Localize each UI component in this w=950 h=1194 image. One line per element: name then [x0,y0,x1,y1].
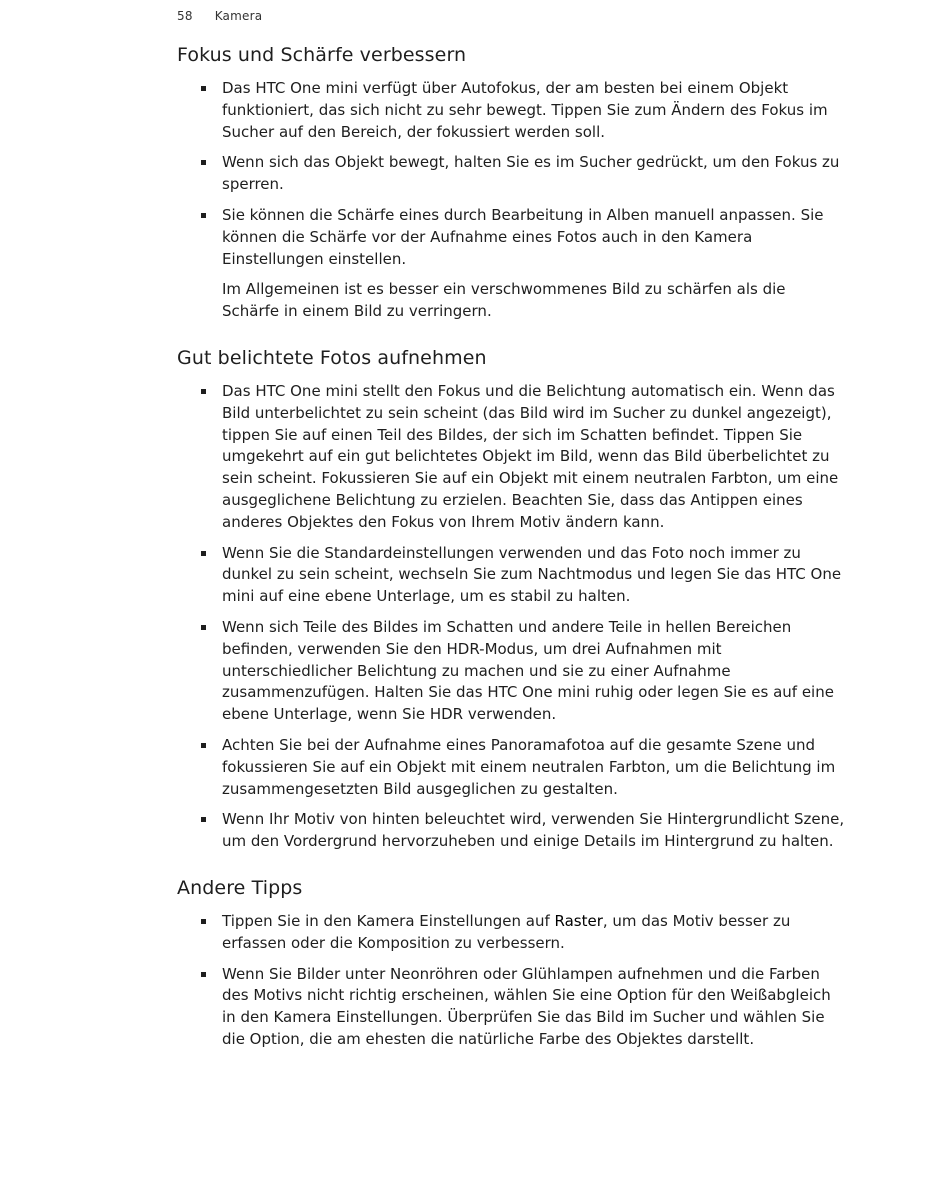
bullet-list [177,911,847,1051]
bullet-list [177,78,847,323]
list-item-text: Achten Sie bei der Aufnahme eines Panoramafotoa auf die gesamte Szene und fokussieren Sie auf ein Objekt mit einem neutralen Farbton, um die Belichtung im zusammengesetzten Bild ausgeglichen zu gestalten. [222,735,836,798]
list-item [177,964,847,1051]
list-item [177,381,847,534]
page-number: 58 [177,9,193,23]
bullet-icon [201,743,206,748]
bullet-icon [201,213,206,218]
list-item [177,78,847,143]
list-item-text-before: Tippen Sie in den Kamera Einstellungen auf [222,911,555,930]
list-item [177,735,847,800]
setting-term-raster: Raster [554,911,603,930]
bullet-icon [201,972,206,977]
list-item-text: Das HTC One mini stellt den Fokus und die Belichtung automatisch ein. Wenn das Bild unterbelichtet zu sein scheint (das Bild wird im Sucher zu dunkel angezeigt), tippen Sie auf einen Teil des Bildes, der sich im Schatten befindet. Tippen Sie umgekehrt auf ein gut belichtetes Objekt im Bild, wenn das Bild überbelichtet zu sein scheint. Fokussieren Sie auf ein Objekt mit einem neutralen Farbton, um eine ausgeglichene Belichtung zu erzielen. Beachten Sie, dass das Antippen eines anderes Objektes den Fokus von Ihrem Motiv ändern kann. [222,381,839,531]
list-item [177,152,847,196]
list-item-text: Wenn Sie Bilder unter Neonröhren oder Glühlampen aufnehmen und die Farben des Motivs nicht richtig erscheinen, wählen Sie eine Option für den Weißabgleich in den Kamera Einstellungen. Überprüfen Sie das Bild im Sucher und wählen Sie die Option, die am ehesten die natürliche Farbe des Objektes darstellt. [222,964,831,1048]
bullet-icon [201,160,206,165]
section-other-tips [177,877,847,1051]
section-title: Fokus und Schärfe verbessern [177,44,467,66]
bullet-list [177,381,847,853]
list-item [177,205,847,323]
list-item-text-after: , um das Motiv besser zu erfassen oder die Komposition zu verbessern. [222,911,791,952]
section-exposure [177,347,847,853]
list-item-text: Das HTC One mini verfügt über Autofokus, der am besten bei einem Objekt funktioniert, das sich nicht zu sehr bewegt. Tippen Sie zum Ändern des Fokus im Sucher auf den Bereich, der fokussiert werden soll. [222,79,828,141]
bullet-icon [201,817,206,822]
chapter-title: Kamera [214,9,263,23]
page-content [177,44,847,1075]
bullet-icon [201,551,206,556]
bullet-icon [201,919,206,924]
list-item-text: Wenn sich das Objekt bewegt, halten Sie es im Sucher gedrückt, um den Fokus zu sperren. [222,153,840,194]
list-item-text: Wenn Sie die Standardeinstellungen verwenden und das Foto noch immer zu dunkel zu sein scheint, wechseln Sie zum Nachtmodus und legen Sie das HTC One mini auf eine ebene Unterlage, um es stabil zu halten. [222,543,842,606]
list-item [177,617,847,726]
list-item [177,809,847,853]
bullet-icon [201,86,206,91]
list-item-text [222,911,847,955]
section-title: Gut belichtete Fotos aufnehmen [177,346,487,369]
list-item-text: Wenn Ihr Motiv von hinten beleuchtet wird, verwenden Sie Hintergrundlicht Szene, um den Vordergrund hervorzuheben und einige Details im Hintergrund zu halten. [222,810,845,851]
page-header [177,9,262,23]
list-item-note: Im Allgemeinen ist es besser ein verschwommenes Bild zu schärfen als die Schärfe in einem Bild zu verringern. [222,280,786,321]
list-item [177,911,847,955]
bullet-icon [201,389,206,394]
section-focus [177,44,847,323]
bullet-icon [201,625,206,630]
list-item-text: Sie können die Schärfe eines durch Bearbeitung in Alben manuell anpassen. Sie können die Schärfe vor der Aufnahme eines Fotos auch in den Kamera Einstellungen einstellen. [222,205,824,268]
section-title: Andere Tipps [177,876,303,899]
list-item [177,543,847,608]
list-item-text: Wenn sich Teile des Bildes im Schatten und andere Teile in hellen Bereichen befinden, verwenden Sie den HDR-Modus, um drei Aufnahmen mit unterschiedlicher Belichtung zu machen und sie zu einer Aufnahme zusammenzufügen. Halten Sie das HTC One mini ruhig oder legen Sie es auf eine ebene Unterlage, wenn Sie HDR verwenden. [222,617,834,724]
